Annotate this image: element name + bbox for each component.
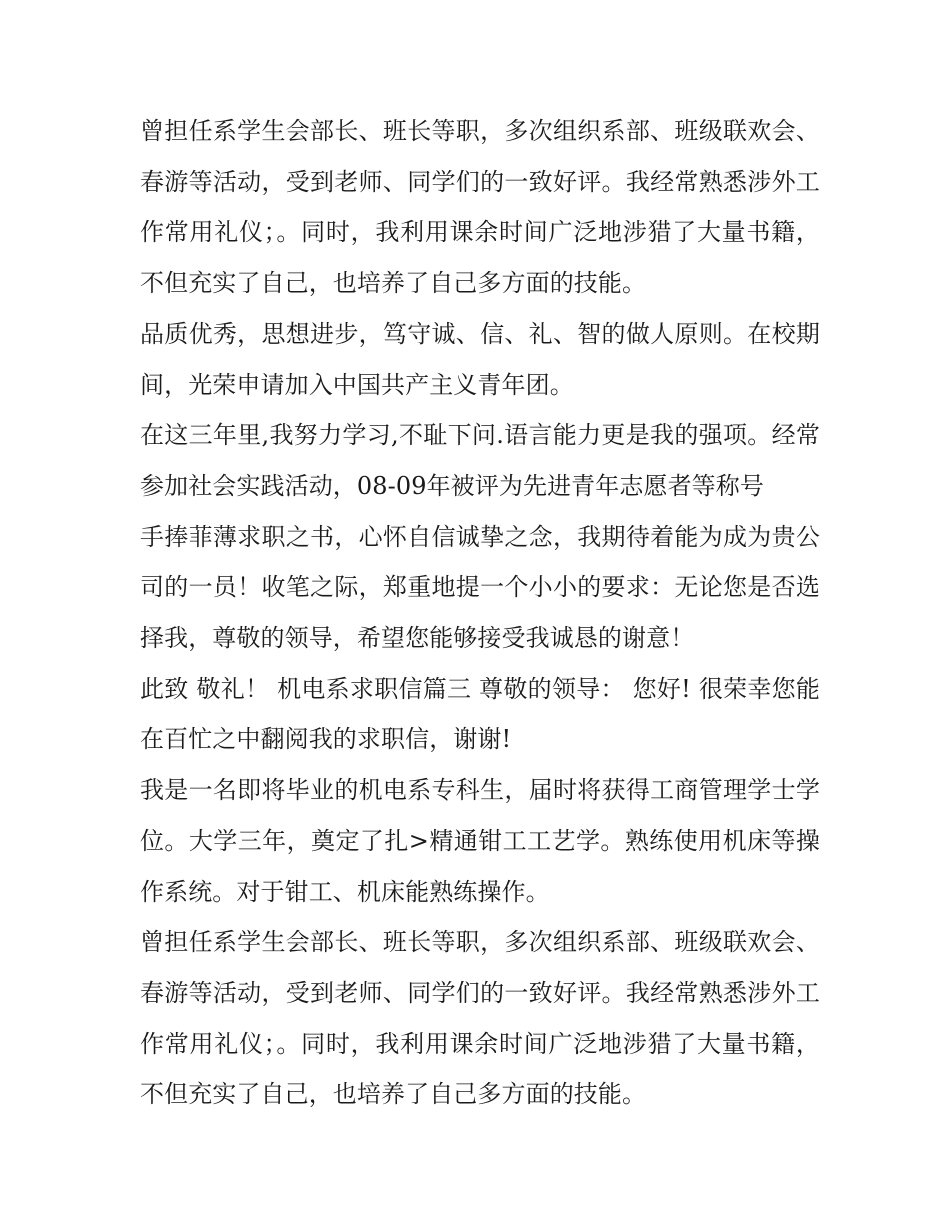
paragraph-3: 在这三年里,我努力学习,不耻下问.语言能力更是我的强项。经常参加社会实践活动，08-09年被评为先进青年志愿者等称号 [140,421,820,500]
paragraph-7: 曾担任系学生会部长、班长等职，多次组织系部、班级联欢会、春游等活动，受到老师、同学们的一致好评。我经常熟悉涉外工作常用礼仪；。同时，我利用课余时间广泛地涉猎了大量书籍，不但充实了自己，也培养了自己多方面的技能。 [140,928,820,1109]
paragraph-5: 此致 敬礼！ 机电系求职信篇三 尊敬的领导： 您好! 很荣幸您能在百忙之中翻阅我的求职信，谢谢! [140,674,820,754]
paragraph-4: 手捧菲薄求职之书，心怀自信诚挚之念，我期待着能为成为贵公司的一员！收笔之际，郑重地提一个小小的要求：无论您是否选择我，尊敬的领导，希望您能够接受我诚恳的谢意！ [140,522,820,653]
document-body [140,106,820,1120]
paragraph-1: 曾担任系学生会部长、班长等职，多次组织系部、班级联欢会、春游等活动，受到老师、同学们的一致好评。我经常熟悉涉外工作常用礼仪；。同时，我利用课余时间广泛地涉猎了大量书籍，不但充实了自己，也培养了自己多方面的技能。 [140,117,820,298]
paragraph-2: 品质优秀，思想进步，笃守诚、信、礼、智的做人原则。在校期间，光荣申请加入中国共产主义青年团。 [140,319,820,399]
paragraph-6: 我是一名即将毕业的机电系专科生，届时将获得工商管理学士学位。大学三年，奠定了扎>精通钳工工艺学。熟练使用机床等操作系统。对于钳工、机床能熟练操作。 [140,776,820,906]
